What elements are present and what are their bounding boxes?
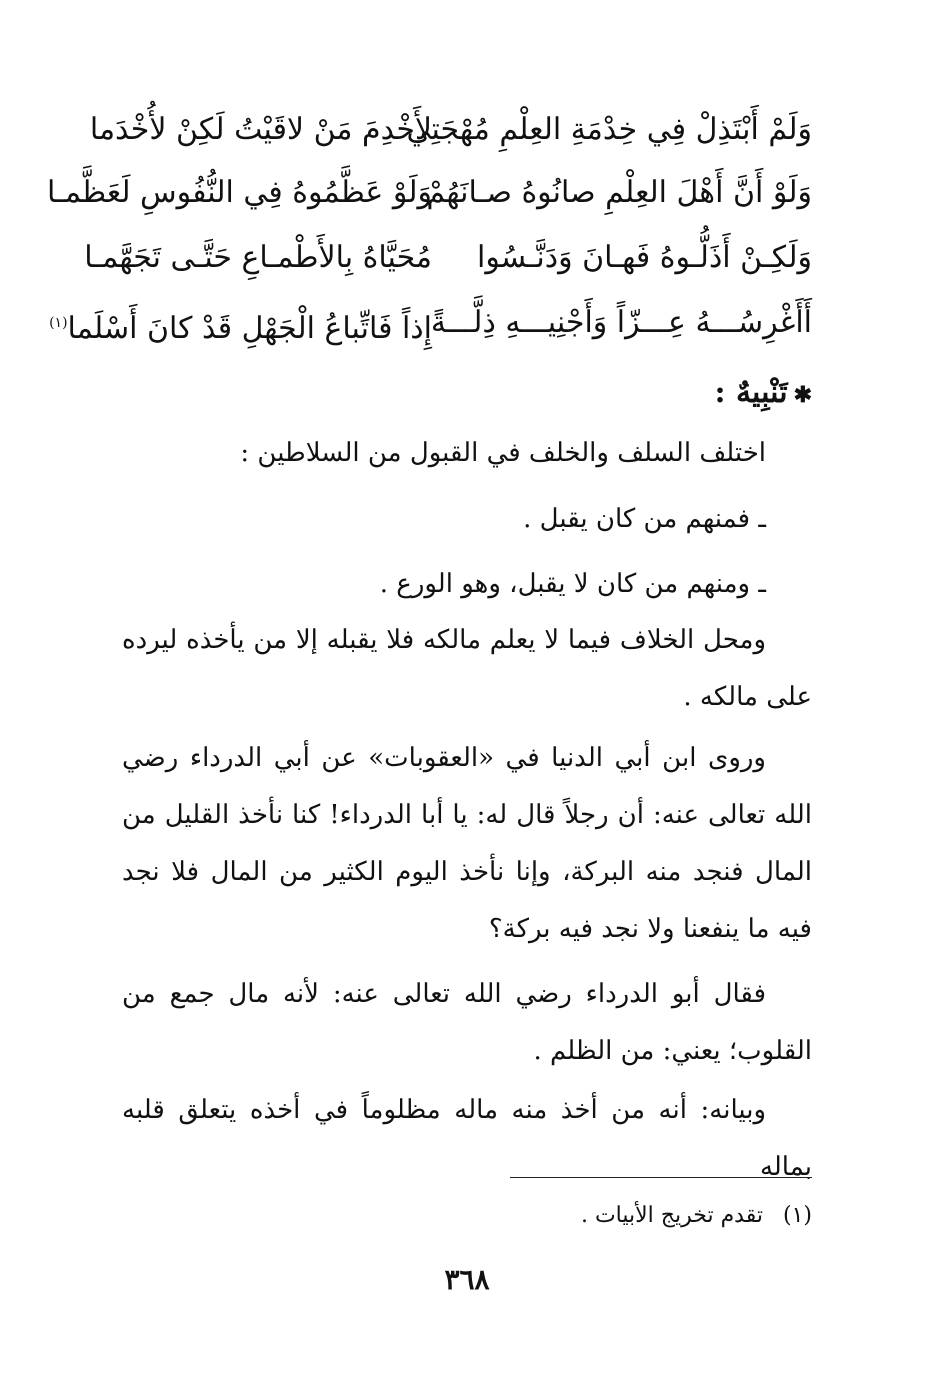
verse-second-hemistich bbox=[49, 293, 432, 359]
poem-verse bbox=[84, 228, 812, 288]
page-number: ٣٦٨ bbox=[444, 1263, 490, 1296]
verse-first-hemistich: وَلَكِـنْ أَذَلُّـوهُ فَهـانَ وَدَنَّـسُوا bbox=[477, 240, 812, 275]
list-item: ـ فمنهم من كان يقبل . bbox=[523, 504, 766, 534]
footnote-reference: (١) bbox=[49, 315, 68, 331]
paragraph: ومحل الخلاف فيما لا يعلم مالكه فلا يقبله إلا من يأخذه ليرده على مالكه . bbox=[122, 625, 812, 712]
verse-first-hemistich: وَلَوْ أَنَّ أَهْلَ العِلْمِ صانُوهُ صـانَهُمْ bbox=[426, 175, 812, 210]
poem-verse bbox=[89, 100, 812, 160]
footnote-text: تقدم تخريج الأبيات . bbox=[580, 1203, 763, 1228]
paragraph: فقال أبو الدرداء رضي الله تعالى عنه: لأنه مال جمع من القلوب؛ يعني: من الظلم . bbox=[122, 979, 812, 1066]
heading-text: تَنْبِيهٌ : bbox=[714, 375, 788, 410]
section-heading bbox=[714, 368, 812, 420]
paragraph: وروى ابن أبي الدنيا في «العقوبات» عن أبي الدرداء رضي الله تعالى عنه: أن رجلاً قال له: يا أبا الدرداء! كنا نأخذ القليل من المال فنجد منه البركة، وإنا نأخذ اليوم الكثير من المال فلا نجد فيه ما ينفعنا ولا نجد فيه بركة؟ bbox=[122, 743, 812, 944]
footnote-number: (١) bbox=[782, 1203, 812, 1228]
footnote-divider bbox=[510, 1177, 812, 1178]
verse-second-hemistich: وَلَوْ عَظَّمُوهُ فِي النُّفُوسِ لَعَظَّمـا bbox=[46, 175, 432, 210]
poem-verse bbox=[49, 293, 812, 353]
star-icon: ✱ bbox=[793, 382, 812, 408]
paragraph: اختلف السلف والخلف في القبول من السلاطين : bbox=[240, 438, 766, 468]
list-item: ـ ومنهم من كان لا يقبل، وهو الورع . bbox=[379, 569, 766, 599]
verse-first-hemistich: وَلَمْ أَبْتَذِلْ فِي خِدْمَةِ العِلْمِ مُهْجَتِي bbox=[406, 112, 812, 147]
verse-second-hemistich: مُحَيَّاهُ بِالأَطْمـاعِ حَتَّـى تَجَهَّمـا bbox=[84, 240, 432, 275]
poem-verse bbox=[46, 163, 812, 223]
paragraph: وبيانه: أنه من أخذ منه ماله مظلوماً في أخذه يتعلق قلبه بماله bbox=[122, 1095, 812, 1182]
verse-second-hemistich: لأَخْدِمَ مَنْ لاقَيْتُ لَكِنْ لأُخْدَما bbox=[89, 112, 432, 147]
verse-first-hemistich: أَأَغْرِسُـــهُ عِـــزّاً وَأَجْنِيـــهِ ذِلَّـــةً bbox=[430, 305, 812, 340]
footnote bbox=[581, 1198, 812, 1234]
verse-second-text: إِذاً فَاتِّباعُ الْجَهْلِ قَدْ كانَ أَسْلَما bbox=[67, 311, 432, 346]
